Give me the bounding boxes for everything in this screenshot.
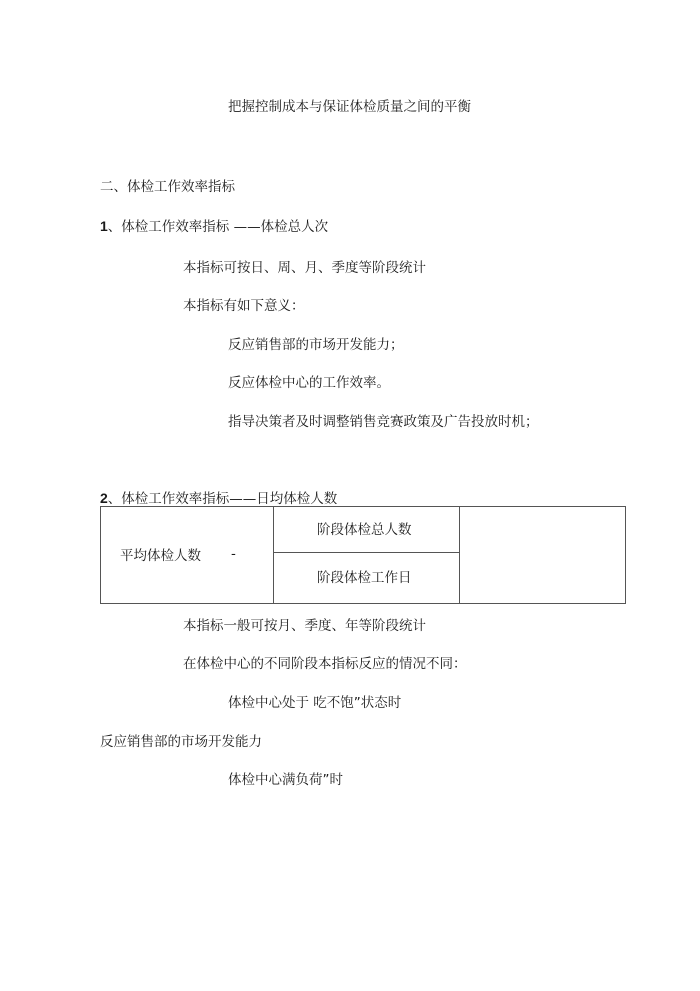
meaning-list-item: 指导决策者及时调整销售竞赛政策及广告投放时机； — [228, 414, 539, 430]
table-divider — [273, 507, 274, 603]
meaning-list-item: 反应销售部的市场开发能力； — [228, 337, 404, 353]
item-2-paragraph: 反应销售部的市场开发能力 — [100, 734, 262, 750]
item-2-paragraph: 本指标一般可按月、季度、年等阶段统计 — [183, 618, 426, 634]
fraction-line — [273, 552, 460, 553]
item-2-number: 2 — [100, 490, 108, 506]
item-1-number: 1 — [100, 218, 108, 234]
section-heading: 二、体检工作效率指标 — [100, 179, 235, 195]
item-1-heading — [100, 217, 328, 236]
item-1-paragraph: 本指标有如下意义： — [183, 298, 305, 314]
table-divider — [459, 507, 460, 603]
item-1-title: 、体检工作效率指标 ——体检总人次 — [107, 219, 329, 235]
formula-table — [100, 506, 626, 604]
item-2-paragraph: 体检中心处于 吃不饱”状态时 — [228, 695, 402, 711]
page-title: 把握控制成本与保证体检质量之间的平衡 — [228, 99, 471, 115]
item-2-title: 、体检工作效率指标——日均体检人数 — [107, 491, 338, 507]
formula-denominator: 阶段体检工作日 — [317, 570, 412, 586]
meaning-list-item: 反应体检中心的工作效率。 — [228, 375, 390, 391]
formula-operator: - — [231, 546, 236, 562]
formula-label: 平均体检人数 — [120, 548, 201, 564]
item-2-paragraph: 在体检中心的不同阶段本指标反应的情况不同： — [183, 656, 467, 672]
item-2-paragraph: 体检中心满负荷”时 — [228, 772, 343, 788]
item-1-paragraph: 本指标可按日、周、月、季度等阶段统计 — [183, 260, 426, 276]
formula-numerator: 阶段体检总人数 — [317, 522, 412, 538]
